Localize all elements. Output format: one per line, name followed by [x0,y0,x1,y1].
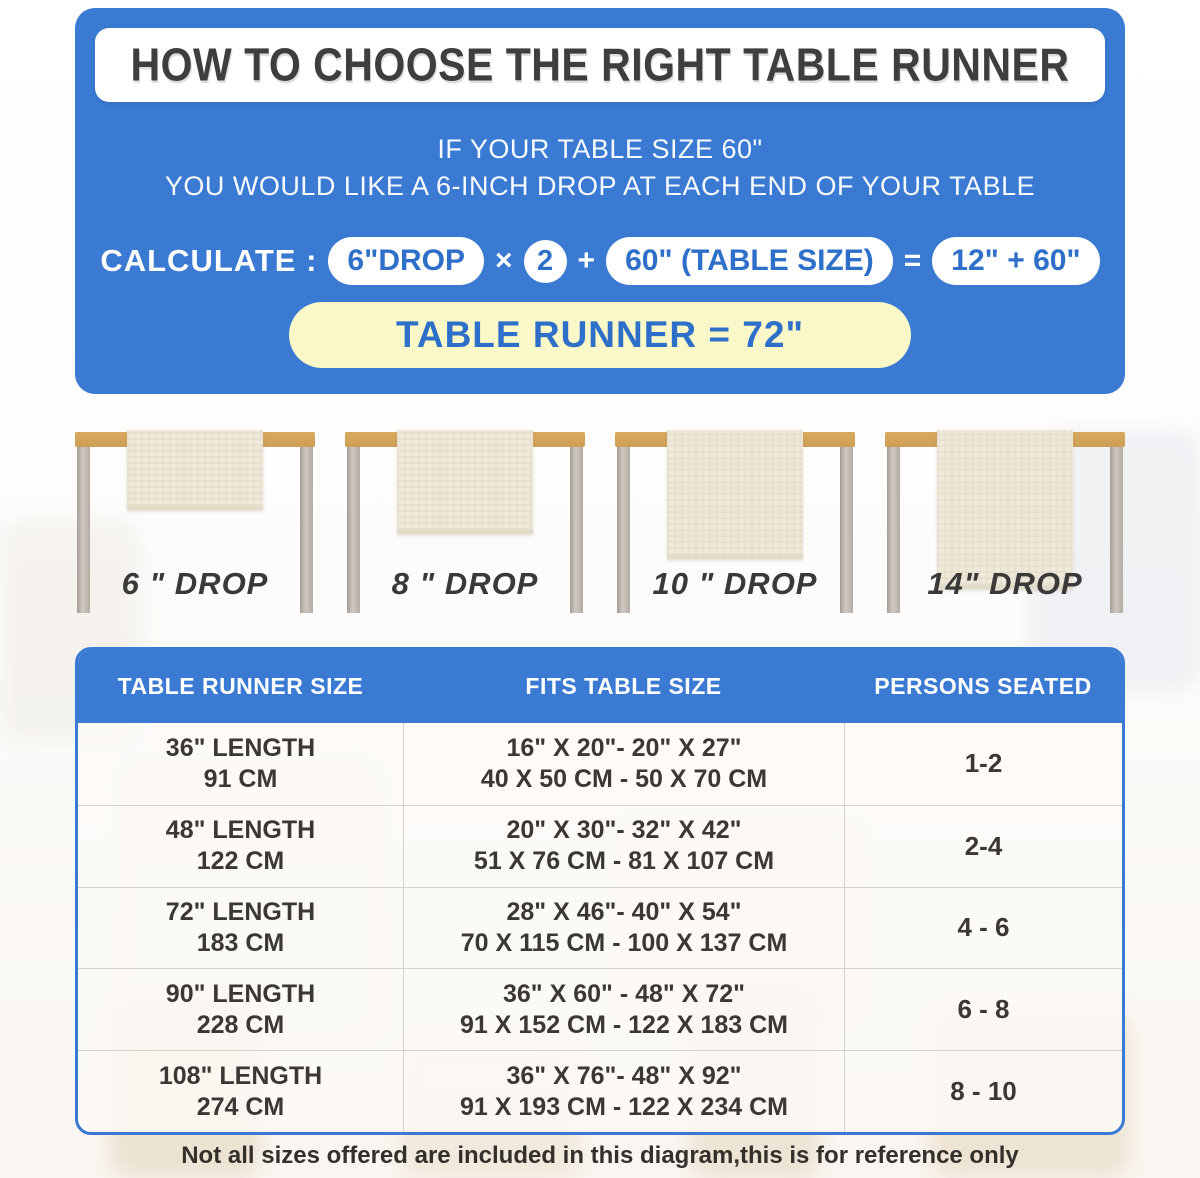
table-row [78,1050,1122,1132]
drop-figure-14 [885,424,1125,620]
runner-size-cell: 108" LENGTH 274 CM [158,1061,323,1121]
subtitle-line1: IF YOUR TABLE SIZE 60" [437,134,763,164]
calculate-label: CALCULATE : [100,243,318,278]
runner-size-cell: 72" LENGTH 183 CM [165,897,316,957]
plus-sign: + [577,244,596,277]
fits-size-cell: 28" X 46"- 40" X 54" 70 X 115 CM - 100 X 137 CM [403,888,844,969]
drop-label: 14" DROP [927,566,1083,601]
persons-cell: 8 - 10 [844,1051,1122,1132]
column-header-runner-size: TABLE RUNNER SIZE [117,673,364,699]
drop-label: 6 " DROP [121,566,269,601]
table-row [78,968,1122,1050]
persons-cell: 4 - 6 [844,888,1122,969]
drop-figure-10 [615,424,855,620]
persons-cell: 6 - 8 [844,969,1122,1050]
drop-figure-6 [75,424,315,620]
runner-size-cell: 48" LENGTH 122 CM [165,816,316,876]
equals-sign: = [903,244,922,277]
sum-pill: 12" + 60" [932,237,1099,285]
fits-size-cell: 36" X 76"- 48" X 92" 91 X 193 CM - 122 X 234 CM [403,1051,844,1132]
page-title: HOW TO CHOOSE THE RIGHT TABLE RUNNER [130,38,1070,91]
table-row [78,805,1122,887]
runner-size-cell: 90" LENGTH 228 CM [165,979,316,1039]
persons-cell: 2-4 [844,806,1122,887]
runner-size-cell: 36" LENGTH 91 CM [165,733,316,793]
column-header-fits-size: FITS TABLE SIZE [525,673,722,699]
drop-label: 8 " DROP [391,566,539,601]
fits-size-cell: 36" X 60" - 48" X 72" 91 X 152 CM - 122 X 183 CM [403,969,844,1050]
drop-figures-row [75,424,1125,620]
multiplier-badge: 2 [524,240,567,283]
drop-value-pill: 6"DROP [328,237,484,285]
footer-disclaimer: Not all sizes offered are included in this diagram,this is for reference only [181,1142,1019,1169]
title-box [95,28,1105,102]
drop-figure-8 [345,424,585,620]
table-row [78,887,1122,969]
size-reference-table [75,647,1125,1135]
subtitle-line2: YOU WOULD LIKE A 6-INCH DROP AT EACH END OF YOUR TABLE [164,171,1036,201]
table-size-pill: 60" (TABLE SIZE) [606,237,893,285]
table-row [78,723,1122,805]
table-header-row [78,650,1122,723]
table-runner [397,430,533,534]
result-pill: TABLE RUNNER = 72" [289,302,911,368]
drop-label: 10 " DROP [652,566,818,601]
hero-panel [75,8,1125,394]
table-body [78,723,1122,1132]
table-runner [667,430,803,559]
column-header-persons: PERSONS SEATED [874,673,1092,699]
times-sign: × [495,244,513,277]
calculation-row [75,236,1125,286]
fits-size-cell: 16" X 20"- 20" X 27" 40 X 50 CM - 50 X 70 CM [403,723,844,805]
fits-size-cell: 20" X 30"- 32" X 42" 51 X 76 CM - 81 X 107 CM [403,806,844,887]
persons-cell: 1-2 [844,723,1122,805]
table-runner [127,430,263,510]
